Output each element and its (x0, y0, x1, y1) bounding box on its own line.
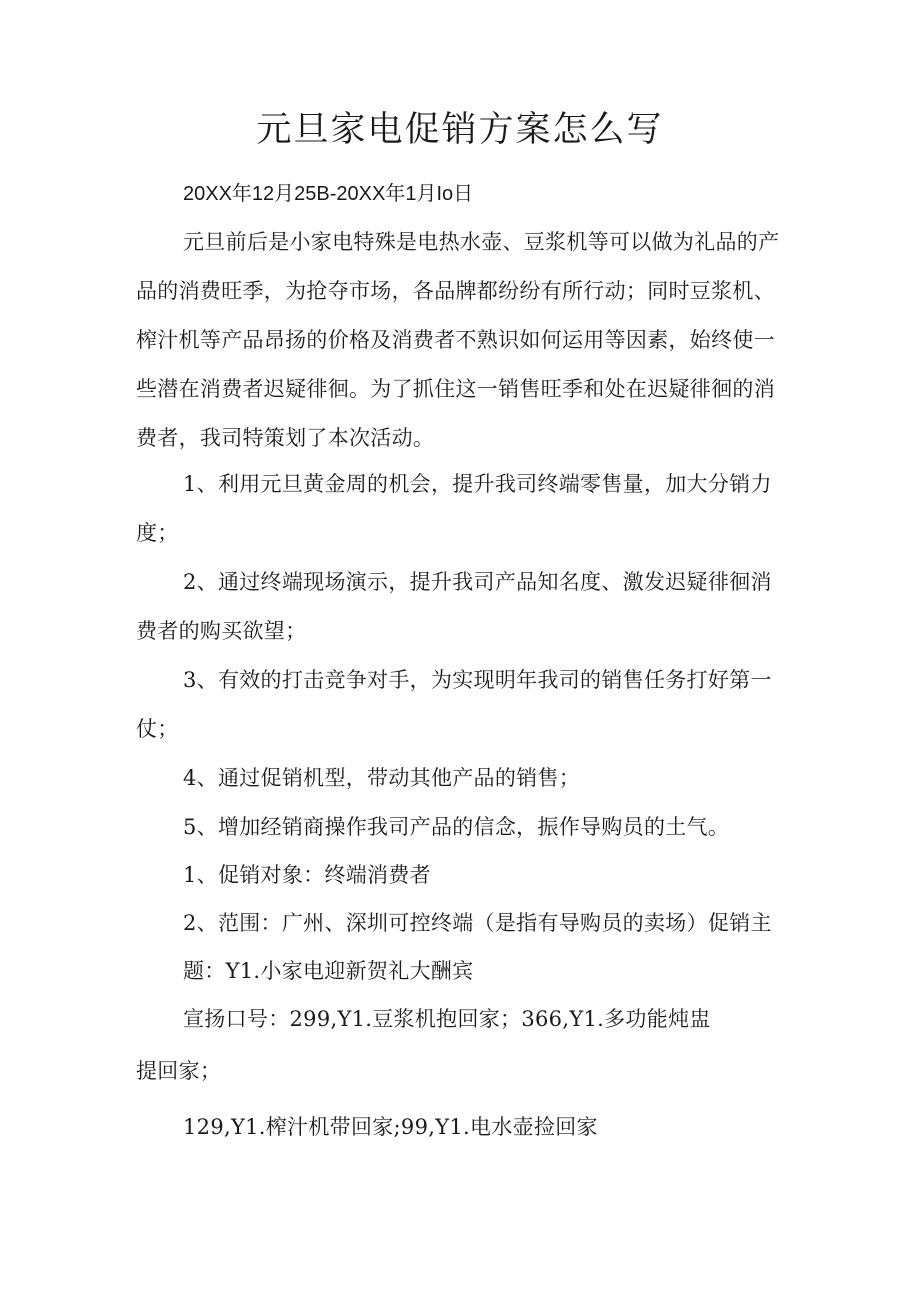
objective-5: 5、增加经销商操作我司产品的信念，振作导购员的土气。 (183, 815, 730, 839)
objective-3-line-1: 3、有效的打击竞争对手，为实现明年我司的销售任务打好第一 (183, 668, 772, 692)
intro-line-3: 榨汁机等产品昂扬的价格及消费者不熟识如何运用等因素，始终使一 (136, 328, 775, 352)
objective-4: 4、通过促销机型，带动其他产品的销售； (183, 766, 581, 790)
promo-scope-line-1: 2、范围：广州、深圳可控终端（是指有导购员的卖场）促销主 (183, 911, 772, 935)
objective-3-line-2: 仗； (136, 717, 179, 741)
intro-line-2: 品的消费旺季，为抢夺市场，各品牌都纷纷有所行动；同时豆浆机、 (136, 279, 775, 303)
date-range: 20XX年12月25B-20XX年1月Io日 (183, 183, 474, 205)
slogan-line-2: 提回家； (136, 1059, 222, 1083)
objective-1-line-1: 1、利用元旦黄金周的机会，提升我司终端零售量，加大分销力 (183, 472, 772, 496)
slogan-line-1: 宣扬口号：299,Y1.豆浆机抱回家；366,Y1.多功能炖盅 (183, 1007, 711, 1031)
slogan-line-3: 129,Y1.榨汁机带回家;99,Y1.电水壶捡回家 (183, 1115, 598, 1139)
promo-target: 1、促销对象：终端消费者 (183, 863, 431, 887)
promo-scope-line-2: 题：Y1.小家电迎新贺礼大酬宾 (183, 959, 474, 983)
objective-2-line-1: 2、通过终端现场演示，提升我司产品知名度、激发迟疑徘徊消 (183, 570, 772, 594)
document-title: 元旦家电促销方案怎么写 (256, 110, 664, 150)
objective-1-line-2: 度； (136, 521, 179, 545)
intro-line-4: 些潜在消费者迟疑徘徊。为了抓住这一销售旺季和处在迟疑徘徊的消 (136, 377, 775, 401)
objective-2-line-2: 费者的购买欲望； (136, 619, 307, 643)
intro-line-5: 费者，我司特策划了本次活动。 (136, 426, 435, 450)
intro-line-1: 元旦前后是小家电特殊是电热水壶、豆浆机等可以做为礼品的产 (183, 230, 780, 254)
